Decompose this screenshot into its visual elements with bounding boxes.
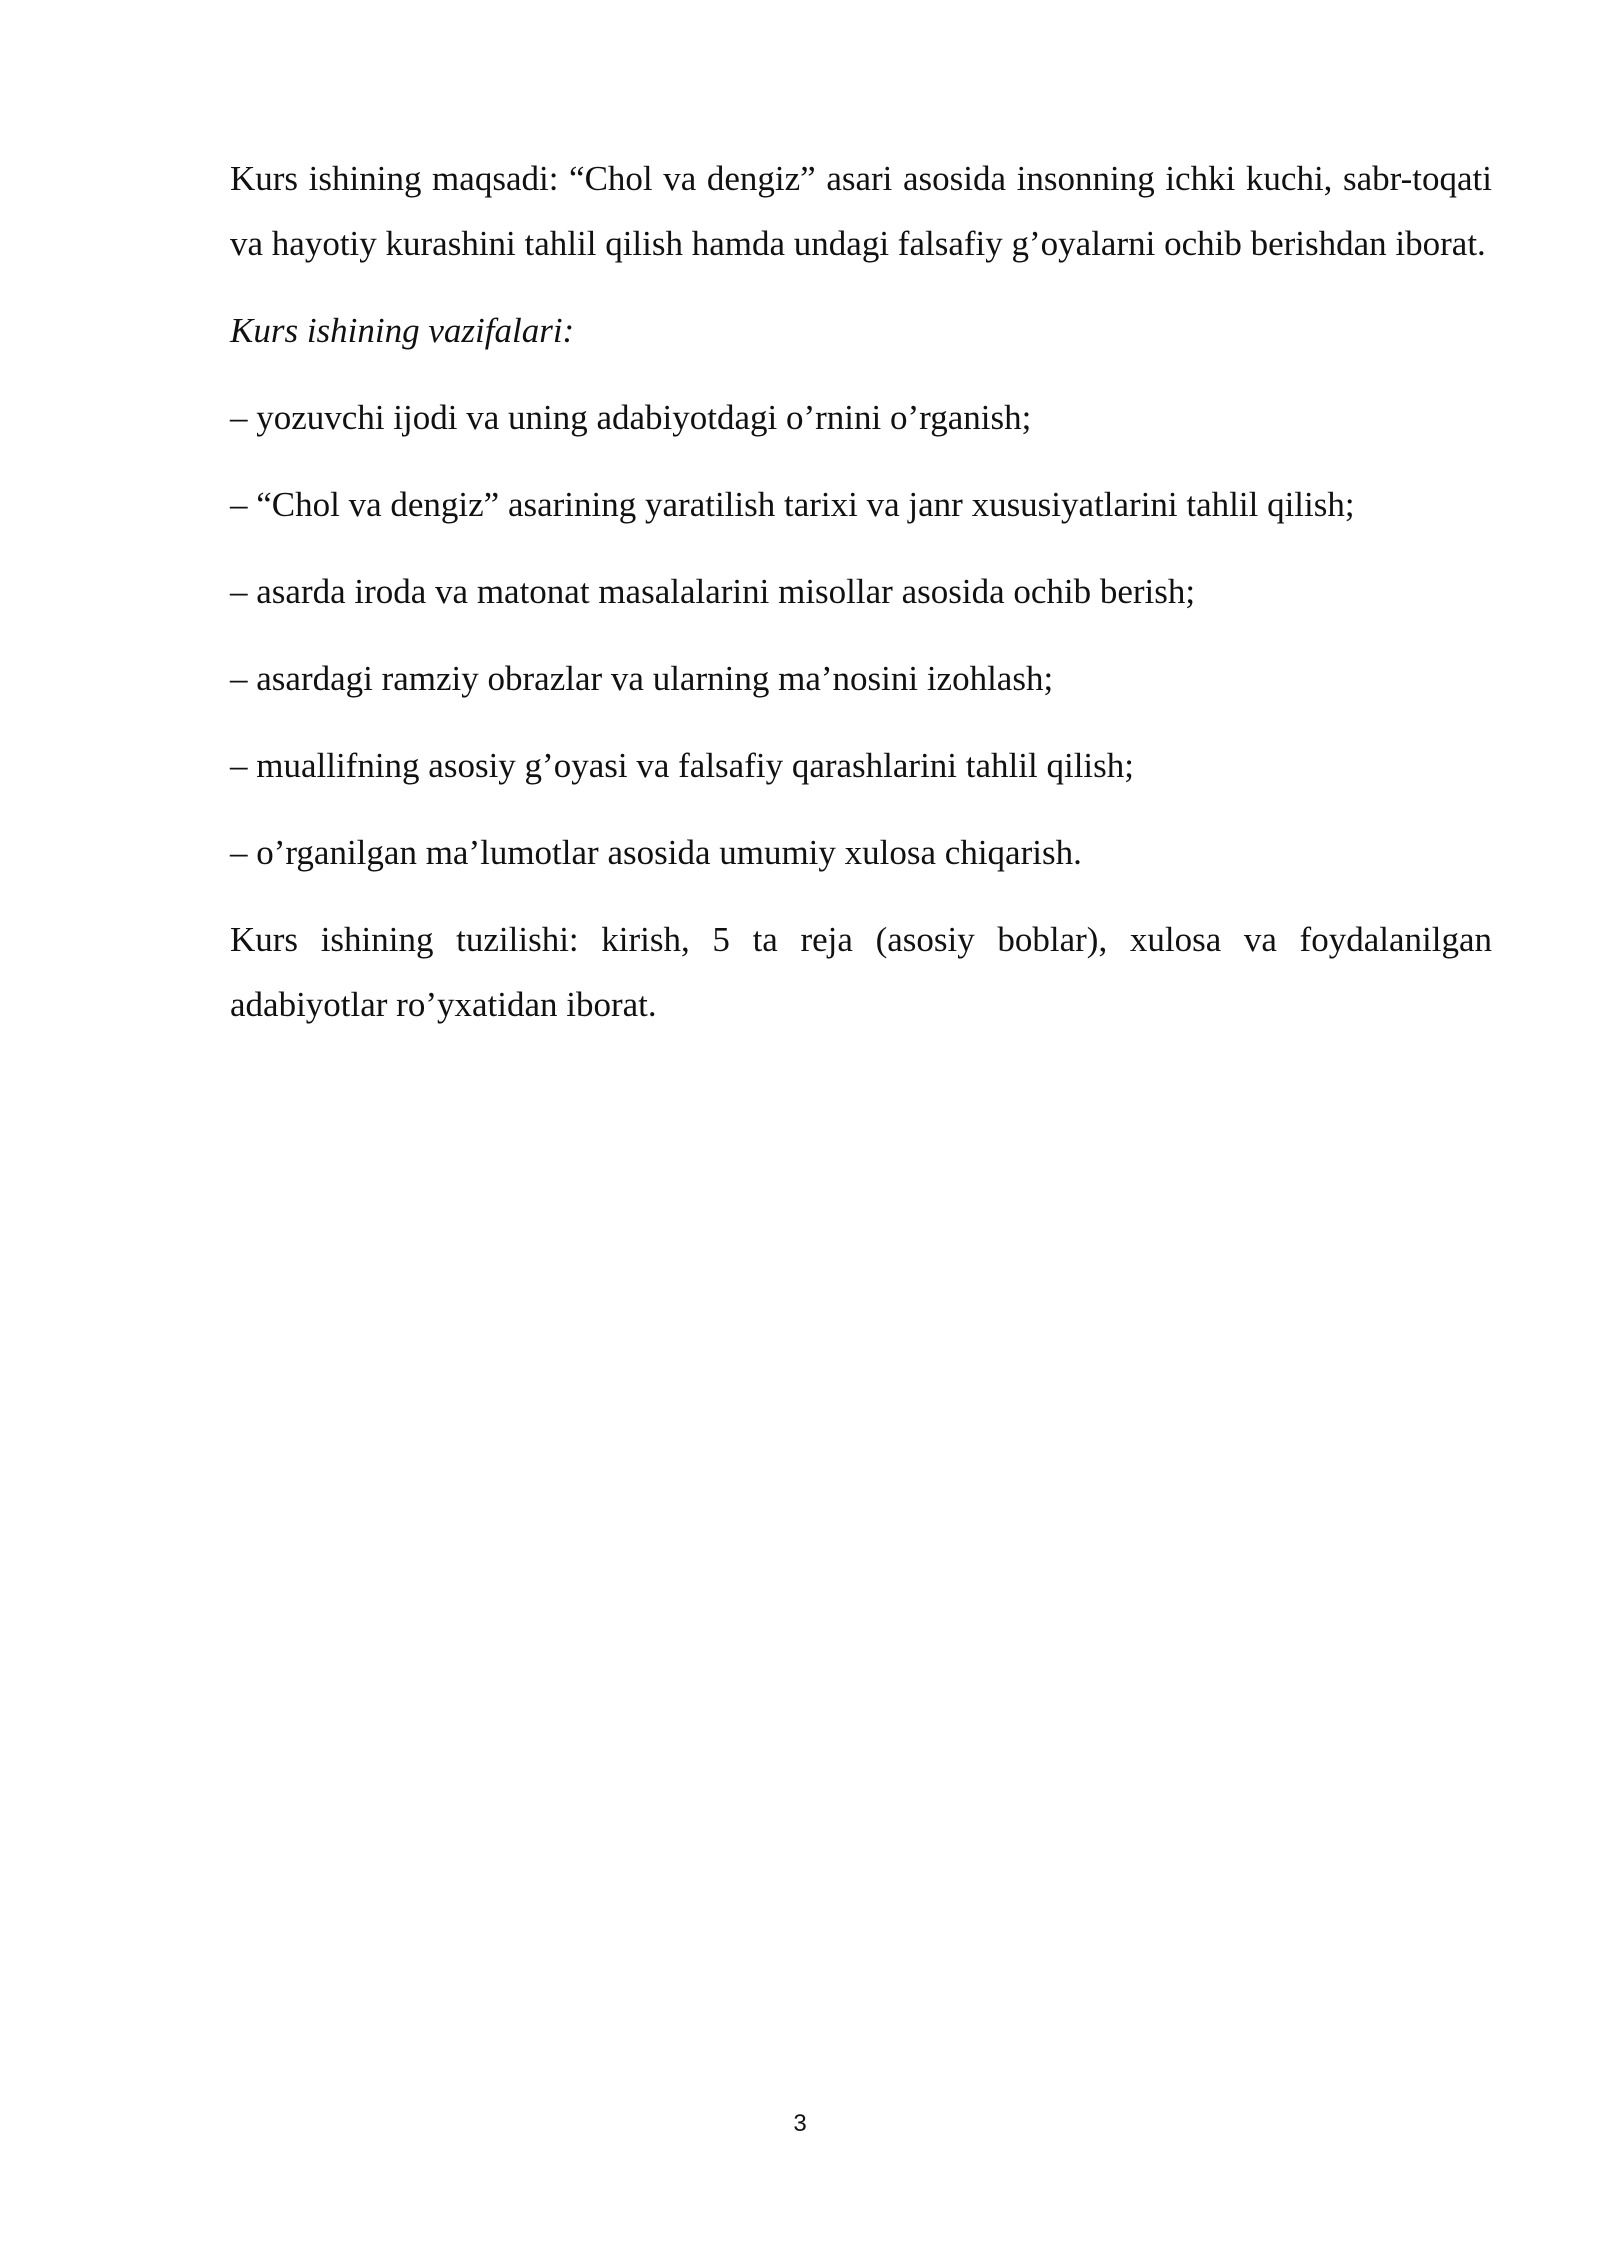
page-number: 3 [793,2110,807,2137]
task-item-2: – “Chol va dengiz” asarining yaratilish tarixi va janr xususiyatlarini tahlil qilish; [230,485,1355,524]
task-item-4: – asardagi ramziy obrazlar va ularning ma’nosini izohlash; [230,659,1054,698]
structure-paragraph: Kurs ishining tuzilishi: kirish, 5 ta reja (asosiy boblar), xulosa va foydalanilgan adabiyotlar ro’yxatidan iborat. [230,920,1492,1024]
tasks-list [230,385,1492,885]
task-item-1: – yozuvchi ijodi va uning adabiyotdagi o’rnini o’rganish; [230,398,1032,437]
task-item-6: – o’rganilgan ma’lumotlar asosida umumiy xulosa chiqarish. [230,833,1082,872]
task-item-3: – asarda iroda va matonat masalalarini misollar asosida ochib berish; [230,572,1196,611]
tasks-heading: Kurs ishining vazifalari: [230,311,575,350]
page-content [230,146,1492,1037]
goal-paragraph: Kurs ishining maqsadi: “Chol va dengiz” asari asosida insonning ichki kuchi, sabr-toqati va hayotiy kurashini tahlil qilish hamda undagi falsafiy g’oyalarni ochib berishdan iborat. [230,159,1492,263]
task-item-5: – muallifning asosiy g’oyasi va falsafiy qarashlarini tahlil qilish; [230,746,1134,785]
